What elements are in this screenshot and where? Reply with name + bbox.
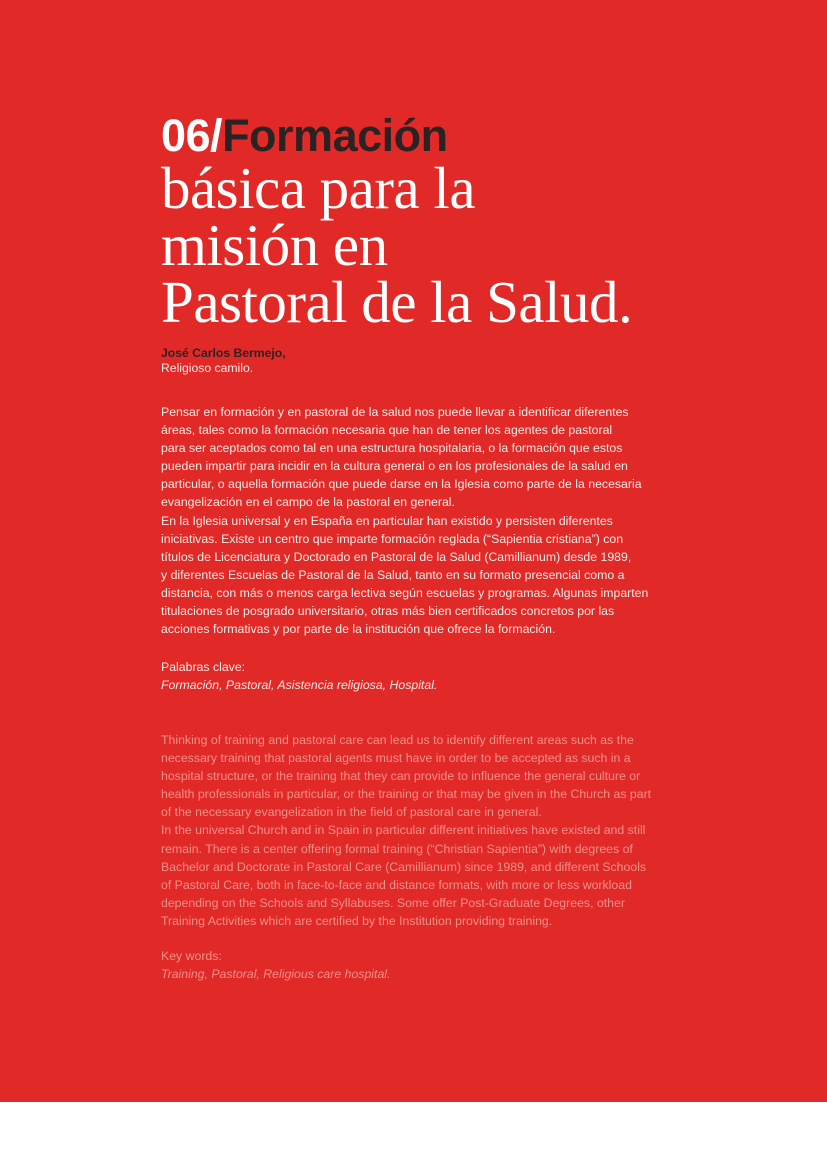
abstract-line: necessary training that pastoral agents must have in order to be accepted as such in a [161, 751, 631, 766]
abstract-line: iniciativas. Existe un centro que imparte formación reglada (“Sapientia cristiana”) con [161, 531, 624, 546]
title-keyword: Formación [222, 110, 448, 161]
abstract-line: hospital structure, or the training that they can provide to influence the general culture or [161, 769, 641, 784]
abstract-line: In the universal Church and in Spain in particular different initiatives have existed and still [161, 823, 646, 838]
abstract-line: health professionals in particular, or the training or that may be given in the Church as part [161, 787, 652, 802]
abstract-line: áreas, tales como la formación necesaria que han de tener los agentes de pastoral [161, 423, 613, 438]
abstract-line: evangelización en el campo de la pastoral en general. [161, 495, 455, 510]
abstract-spanish [161, 403, 648, 638]
title-heading [161, 112, 632, 160]
title-line: Pastoral de la Salud. [161, 269, 633, 335]
abstract-line: titulaciones de posgrado universitario, otras más bien certificados concretos por las [161, 604, 615, 619]
abstract-line: acciones formativas y por parte de la institución que ofrece la formación. [161, 622, 556, 637]
abstract-line: particular, o aquella formación que puede darse en la Iglesia como parte de la necesaria [161, 477, 642, 492]
abstract-line: para ser aceptados como tal en una estructura hospitalaria, o la formación que estos [161, 441, 623, 456]
abstract-line: Pensar en formación y en pastoral de la salud nos puede llevar a identificar diferentes [161, 405, 629, 419]
abstract-line: depending on the Schools and Syllabuses. Some offer Post-Graduate Degrees, other [161, 895, 625, 910]
abstract-line: pueden impartir para incidir en la cultura general o en los profesionales de la salud en [161, 459, 628, 474]
abstract-line: Training Activities which are certified by the Institution providing training. [161, 913, 553, 928]
keywords-spanish [161, 658, 437, 694]
author-name: José Carlos Bermejo, [161, 346, 286, 360]
page-title [161, 110, 633, 335]
abstract-line: distancia, con más o menos carga lectiva según escuelas y programas. Algunas imparten [161, 585, 649, 600]
keywords-label: Key words: [161, 949, 222, 963]
keywords-value: Formación, Pastoral, Asistencia religiosa, Hospital. [161, 678, 438, 693]
abstract-line: En la Iglesia universal y en España en particular han existido y persisten diferentes [161, 513, 613, 528]
keywords-english [161, 947, 390, 983]
abstract-line: of Pastoral Care, both in face-to-face and distance formats, with more or less workload [161, 877, 632, 892]
abstract-line: títulos de Licenciatura y Doctorado en Pastoral de la Salud (Camillianum) desde 1989, [161, 549, 632, 564]
author-role: Religioso camilo. [161, 361, 254, 375]
keywords-value: Training, Pastoral, Religious care hospital. [161, 967, 391, 982]
abstract-english [161, 731, 651, 930]
abstract-line: remain. There is a center offering formal training (“Christian Sapientia”) with degrees of [161, 841, 633, 856]
chapter-number: 06/ [161, 110, 223, 161]
title-line: misión en [161, 212, 388, 278]
keywords-label: Palabras clave: [161, 660, 246, 674]
title-line: básica para la [161, 155, 476, 221]
abstract-line: y diferentes Escuelas de Pastoral de la Salud, tanto en su formato presencial como a [161, 567, 625, 582]
author-block [161, 346, 286, 376]
abstract-line: of the necessary evangelization in the field of pastoral care in general. [161, 805, 542, 820]
abstract-line: Bachelor and Doctorate in Pastoral Care (Camillianum) since 1989, and different Schools [161, 859, 647, 874]
abstract-line: Thinking of training and pastoral care can lead us to identify different areas such as the [161, 733, 634, 747]
